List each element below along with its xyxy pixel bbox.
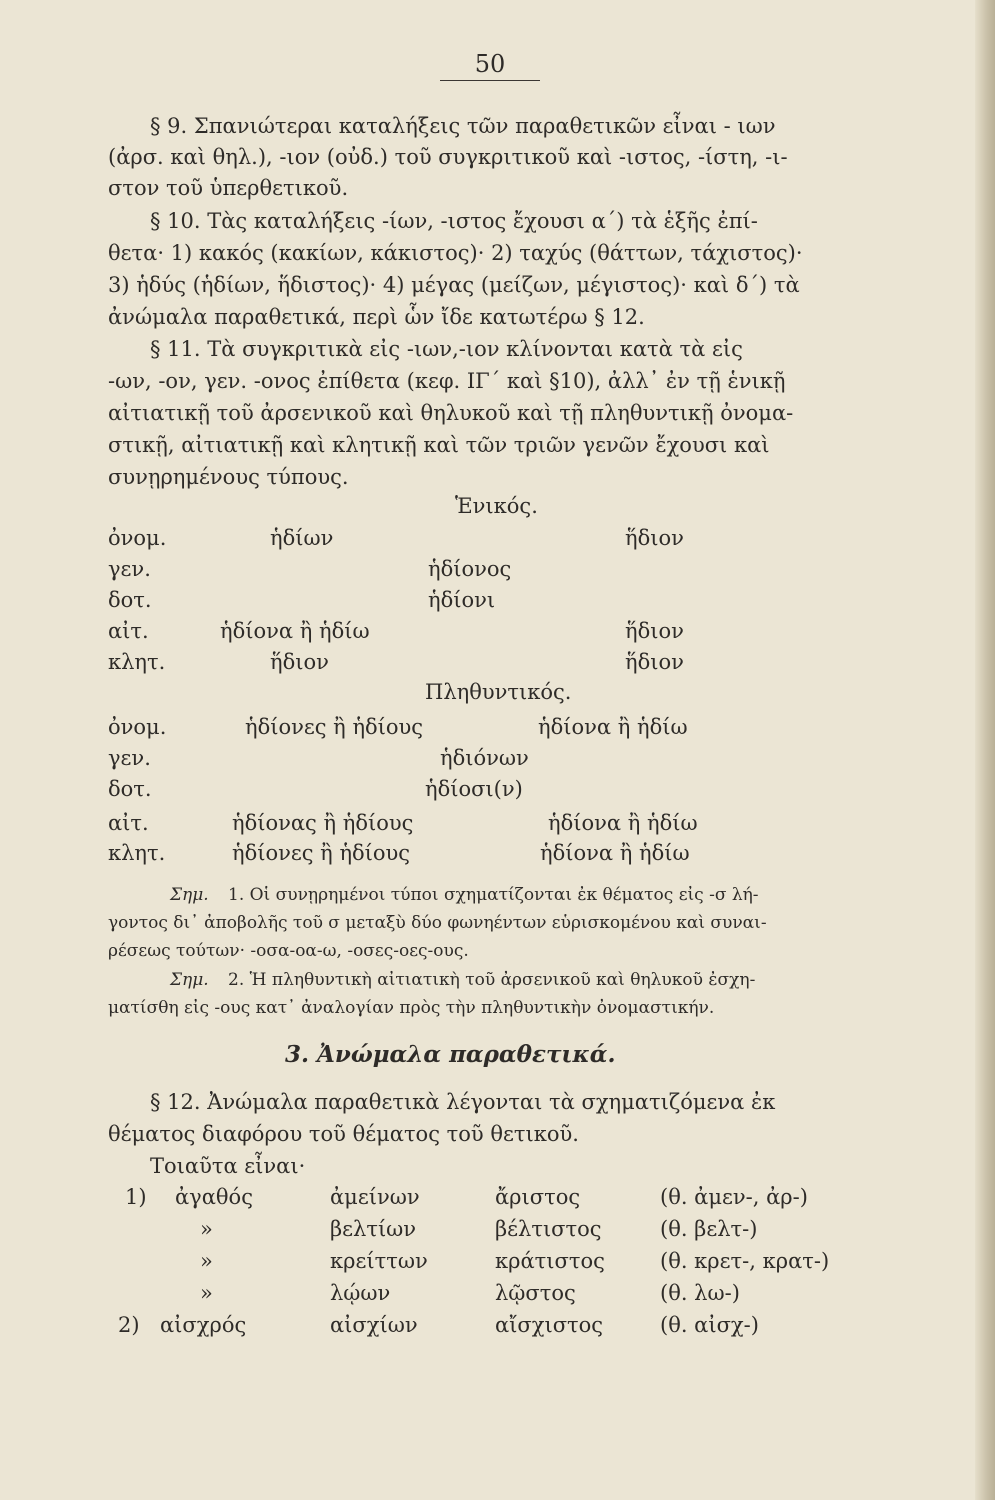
- irregular-superlative: βέλτιστος: [495, 1217, 602, 1241]
- singular-form: ἡδίονι: [428, 588, 496, 612]
- para11-line-1: § 11. Τὰ συγκριτικὰ εἰς -ιων,-ιον κλίνονται κατὰ τὰ εἰς: [150, 337, 743, 361]
- para11-line-5: συνῃρημένους τύπους.: [108, 465, 349, 489]
- section-heading: 3. Ἀνώμαλα παραθετικά.: [285, 1041, 616, 1068]
- singular-case-label: γεν.: [108, 557, 151, 581]
- irregular-superlative: αἴσχιστος: [495, 1313, 604, 1337]
- irregular-superlative: λῷστος: [495, 1281, 576, 1305]
- plural-form: ἡδίονα ἢ ἡδίω: [538, 715, 688, 739]
- plural-case-label: ὀνομ.: [108, 715, 167, 739]
- para9-line-3: στον τοῦ ὑπερθετικοῦ.: [108, 176, 349, 200]
- irregular-positive: αἰσχρός: [160, 1313, 247, 1337]
- singular-form: ἡδίονος: [428, 557, 512, 581]
- irregular-positive: »: [200, 1217, 213, 1241]
- para9-line-2: (ἀρσ. καὶ θηλ.), -ιον (οὐδ.) τοῦ συγκριτικοῦ καὶ -ιστος, -ίστη, -ι-: [108, 145, 788, 169]
- plural-case-label: δοτ.: [108, 777, 152, 801]
- irregular-superlative: κράτιστος: [495, 1249, 605, 1273]
- plural-heading: Πληθυντικός.: [425, 680, 572, 704]
- page-number: 50: [474, 50, 506, 78]
- plural-form: ἡδίονες ἢ ἡδίους: [232, 841, 411, 865]
- note2-line-2: ματίσθη εἰς -ους κατ᾽ ἀναλογίαν πρὸς τὴν πληθυντικὴν ὀνομαστικήν.: [108, 998, 715, 1018]
- page-edge-shadow: [975, 0, 995, 1500]
- para12-intro: Τοιαῦτα εἶναι·: [150, 1154, 306, 1178]
- irregular-stem: (θ. βελτ-): [660, 1217, 758, 1241]
- singular-form: ἥδιον: [625, 526, 684, 550]
- note1-line-2: γοντος δι᾽ ἀποβολῆς τοῦ σ μεταξὺ δύο φωνηέντων εὑρισκομένου καὶ συναι-: [108, 913, 767, 933]
- plural-form: ἡδίοσι(ν): [425, 777, 523, 801]
- note1-label: Σημ.: [170, 885, 209, 905]
- para10-line-1: § 10. Τὰς καταλήξεις -ίων, -ιστος ἔχουσι α΄) τὰ ἑξῆς ἐπί-: [150, 209, 758, 233]
- para9-line-1: § 9. Σπανιώτεραι καταλήξεις τῶν παραθετικῶν εἶναι - ιων: [150, 114, 776, 138]
- para10-line-3: 3) ἡδύς (ἡδίων, ἥδιστος)· 4) μέγας (μείζων, μέγιστος)· καὶ δ΄) τὰ: [108, 273, 800, 297]
- singular-form: ἥδιον: [625, 619, 684, 643]
- note2-label: Σημ.: [170, 970, 209, 990]
- irregular-comparative: βελτίων: [330, 1217, 417, 1241]
- page-number-rule: [440, 80, 540, 81]
- para10-line-2: θετα· 1) κακός (κακίων, κάκιστος)· 2) ταχύς (θάττων, τάχιστος)·: [108, 241, 803, 265]
- note1-line-3: ρέσεως τούτων· -οσα-οα-ω, -οσες-οες-ους.: [108, 941, 469, 961]
- plural-form: ἡδίονα ἢ ἡδίω: [548, 811, 698, 835]
- para12-line-1: § 12. Ἀνώμαλα παραθετικὰ λέγονται τὰ σχηματιζόμενα ἐκ: [150, 1090, 776, 1114]
- irregular-num: 2): [118, 1313, 140, 1337]
- plural-form: ἡδίονες ἢ ἡδίους: [245, 715, 424, 739]
- singular-heading: Ἑνικός.: [455, 494, 538, 518]
- irregular-stem: (θ. αἰσχ-): [660, 1313, 759, 1337]
- singular-case-label: ὀνομ.: [108, 526, 167, 550]
- note1-line-1: 1. Οἱ συνῃρημένοι τύποι σχηματίζονται ἐκ θέματος εἰς -σ λή-: [228, 885, 759, 905]
- singular-case-label: αἰτ.: [108, 619, 149, 643]
- plural-case-label: κλητ.: [108, 841, 166, 865]
- irregular-comparative: αἰσχίων: [330, 1313, 418, 1337]
- singular-form: ἥδιον: [625, 650, 684, 674]
- irregular-num: 1): [125, 1185, 147, 1209]
- para11-line-4: στικῇ, αἰτιατικῇ καὶ κλητικῇ καὶ τῶν τριῶν γενῶν ἔχουσι καὶ: [108, 433, 770, 457]
- irregular-positive: »: [200, 1249, 213, 1273]
- irregular-comparative: κρείττων: [330, 1249, 428, 1273]
- plural-form: ἡδίονα ἢ ἡδίω: [540, 841, 690, 865]
- singular-form: ἡδίων: [270, 526, 334, 550]
- singular-form: ἡδίονα ἢ ἡδίω: [220, 619, 370, 643]
- irregular-positive: ἀγαθός: [175, 1185, 253, 1209]
- singular-case-label: κλητ.: [108, 650, 166, 674]
- para12-line-2: θέματος διαφόρου τοῦ θέματος τοῦ θετικοῦ.: [108, 1122, 579, 1146]
- para11-line-2: -ων, -ον, γεν. -ονος ἐπίθετα (κεφ. ΙΓ΄ καὶ §10), ἀλλ᾽ ἐν τῇ ἑνικῇ: [108, 369, 786, 393]
- plural-form: ἡδίονας ἢ ἡδίους: [232, 811, 414, 835]
- irregular-stem: (θ. λω-): [660, 1281, 740, 1305]
- singular-form: ἥδιον: [270, 650, 329, 674]
- irregular-comparative: ἀμείνων: [330, 1185, 420, 1209]
- plural-form: ἡδιόνων: [440, 746, 529, 770]
- plural-case-label: γεν.: [108, 746, 151, 770]
- para10-line-4: ἀνώμαλα παραθετικά, περὶ ὧν ἴδε κατωτέρω § 12.: [108, 305, 645, 329]
- irregular-superlative: ἄριστος: [495, 1185, 581, 1209]
- plural-case-label: αἰτ.: [108, 811, 149, 835]
- para11-line-3: αἰτιατικῇ τοῦ ἀρσενικοῦ καὶ θηλυκοῦ καὶ τῇ πληθυντικῇ ὀνομα-: [108, 401, 794, 425]
- singular-case-label: δοτ.: [108, 588, 152, 612]
- irregular-comparative: λῴων: [330, 1281, 391, 1305]
- note2-line-1: 2. Ἡ πληθυντικὴ αἰτιατικὴ τοῦ ἀρσενικοῦ καὶ θηλυκοῦ ἐσχη-: [228, 970, 756, 990]
- irregular-positive: »: [200, 1281, 213, 1305]
- irregular-stem: (θ. ἀμεν-, ἀρ-): [660, 1185, 808, 1209]
- irregular-stem: (θ. κρετ-, κρατ-): [660, 1249, 830, 1273]
